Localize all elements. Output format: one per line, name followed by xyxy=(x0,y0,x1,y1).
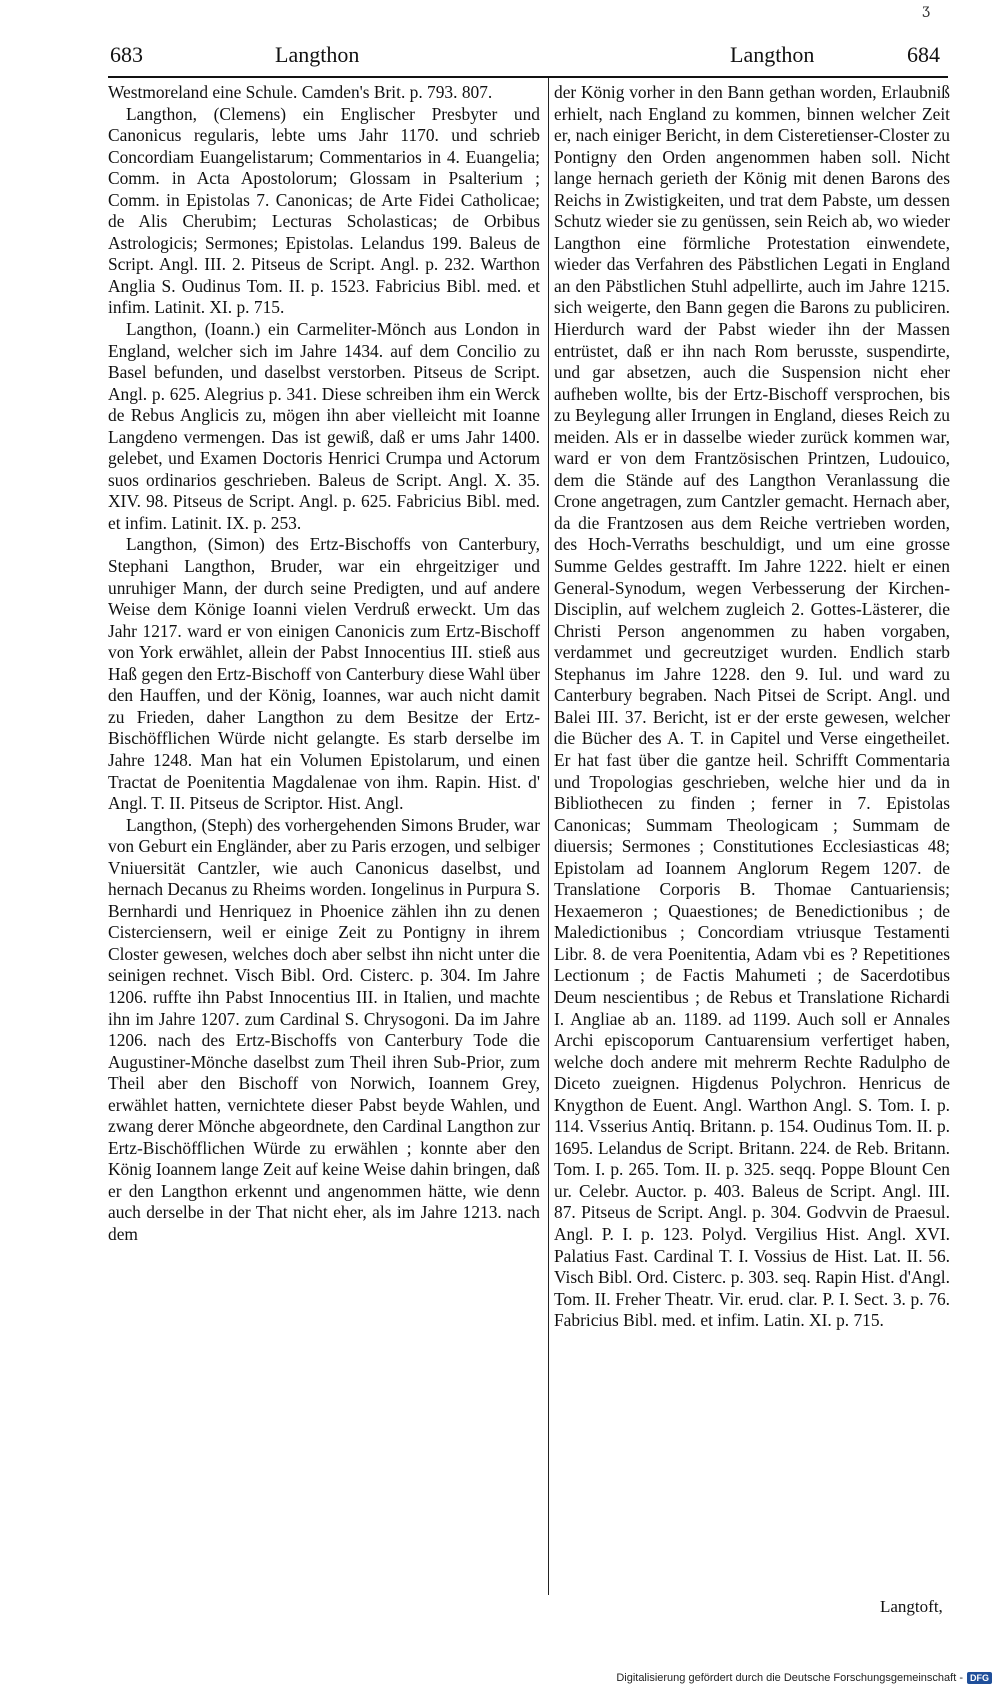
paragraph: Westmoreland eine Schule. Camden's Brit. p. 793. 807. xyxy=(108,82,493,102)
page-number-right: 684 xyxy=(907,42,940,67)
paragraph: Langthon, (Steph) des vorhergehenden Simons Bruder, war von Geburt ein Engländer, aber zu Paris erzogen, und selbiger Vniuersität Cantzler, wie auch Canonicus daselbst, und hernach Decanus zu Rheims worden. Iongelinus in Purpura S. Bernhardi und Henriquez in Phoenice zählen ihn zu denen Cisterciensern, weil er einige Zeit zu Pontigny in ihrem Closter gewesen, welches doch aber selbst ihn nicht unter die seinigen rechnet. Visch Bibl. Ord. Cisterc. p. 304. Im Jahre 1206. ruffte ihn Pabst Innocentius III. in Italien, und machte ihn im Jahre 1207. zum Cardinal S. Chrysogoni. Da im Jahre 1206. nach des Ertz-Bischoffs von Canterbury Tode die Augustiner-Mönche daselbst zum Theil ihren Sub-Prior, zum Theil aber den Bischoff von Norwich, Ioannem Grey, erwählet hatten, vernichtete dieser Pabst beyde Wahlen, und zwang derer Mönche abgeordnete, den Cardinal Langthon zur Ertz-Bischöfflichen Würde zu erwählen ; konnte aber den König Ioannem lange Zeit auf keine Weise dahin bringen, daß er den Langthon erkennt und angenommen hätte, wie denn auch derselbe in der That nicht eher, als im Jahre 1213. nach dem xyxy=(108,814,540,1244)
paragraph: Langthon, (Clemens) ein Englischer Presbyter und Canonicus regularis, lebte ums Jahr 1170. und schrieb Concordiam Euangelistarum; Commentarios in 4. Euangelia; Comm. in Acta Apostolorum; Glossam in Psalterium ; Comm. in Epistolas 7. Canonicas; de Arte Fidei Catholicae; de Alis Cherubim; Lecturas Scholasticas; de Orbibus Astrologicis; Sermones; Epistolas. Lelandus 199. Baleus de Script. Angl. III. 2. Pitseus de Script. Angl. p. 232. Warthon Anglia S. Oudinus Tom. II. p. 1523. Fabricius Bibl. med. et infim. Latinit. XI. p. 715. xyxy=(108,103,540,318)
running-title-left: Langthon xyxy=(275,42,360,67)
running-title-right: Langthon xyxy=(730,42,815,67)
footer xyxy=(616,1672,992,1684)
header-rule xyxy=(108,76,948,78)
paragraph: Langthon, (Simon) des Ertz-Bischoffs von Canterbury, Stephani Langthon, Bruder, war ein ehrgeitziger und unruhiger Mann, der durch seine Predigten, und auf andere Weise dem Könige Ioanni vielen Verdruß erweckt. Um das Jahr 1217. ward er von einigen Canonicis zum Ertz-Bischoff von York erwählet, allein der Pabst Innocentius III. stieß aus Haß gegen den Ertz-Bischoff von Canterbury diese Wahl über den Hauffen, und der König, Ioannes, war auch nicht damit zu Frieden, daher Langthon zu dem Besitze der Ertz-Bischöfflichen Würde nicht gelangte. Es starb derselbe im Jahre 1248. Man hat ein Volumen Epistolarum, und einen Tractat de Poenitentia Magdalenae von ihm. Rapin. Hist. d' Angl. T. II. Pitseus de Scriptor. Hist. Angl. xyxy=(108,534,540,814)
page-header xyxy=(95,42,950,72)
page-number-left: 683 xyxy=(110,42,143,67)
catchword: Langtoft, xyxy=(880,1597,943,1616)
corner-mark: ʒ xyxy=(922,2,930,18)
right-column xyxy=(554,82,950,1332)
footer-text: Digitalisierung gefördert durch die Deutsche Forschungsgemeinschaft - xyxy=(616,1672,963,1684)
paragraph: Langthon, (Ioann.) ein Carmeliter-Mönch aus London in England, welcher sich im Jahre 1434. auf dem Concilio zu Basel befunden, und daselbst verstorben. Pitseus de Script. Angl. p. 625. Alegrius p. 341. Diese schreiben ihm ein Werck de Rebus Anglicis zu, mögen ihn aber vielleicht mit Ioanne Langdeno vermengen. Das ist gewiß, daß er ums Jahr 1400. gelebet, und Examen Doctoris Henrici Crumpa und Actorum suos ordinarios geschrieben. Baleus de Script. Angl. X. 35. XIV. 98. Pitseus de Script. Angl. p. 625. Fabricius Bibl. med. et infim. Latinit. IX. p. 253. xyxy=(108,319,540,533)
left-column xyxy=(108,82,540,1246)
paragraph: der König vorher in den Bann gethan worden, Erlaubniß erhielt, nach England zu kommen, binnen welcher Zeit er, nach einiger Bericht, in dem Cisteretienser-Closter zu Pontigny den Orden angenommen haben soll. Nicht lange hernach gerieth der König mit denen Barons des Reichs in Zwistigkeiten, und trat dem Pabste, um dessen Schutz wieder sie zu genüssen, sein Reich ab, wo wieder Langthon eine förmliche Protestation einwendete, wieder das Verfahren des Päbstlichen Legati in England an den Päbstlichen Stuhl adpellirte, auch im Jahre 1215. sich weigerte, den Bann gegen die Barons zu publiciren. Hierdurch ward der Pabst wieder ihn der Massen entrüstet, daß er ihn nach Rom berusste, suspendirte, und gar absetzen, auch die Suspension nicht eher aufheben wollte, bis der Ertz-Bischoff versprochen, bis zu Beylegung aller Irrungen in England, dieses Reich zu meiden. Als er in dasselbe wieder zurück kommen war, ward er von dem Frantzösischen Printzen, Ludouico, dem die Stände auf des Langthon Veranlassung die Crone angetragen, zum Cantzler gemacht. Hernach aber, da die Frantzosen aus dem Reiche vertrieben worden, des Hoch-Verraths beschuldigt, und um eine grosse Summe Geldes gestrafft. Im Jahre 1222. hielt er einen General-Synodum, wegen Verbesserung der Kirchen-Disciplin, auf welchem zugleich 2. Gottes-Lästerer, die Christi Person angenommen zu haben vorgaben, verdammet und gecreutziget wurden. Endlich starb Stephanus im Jahre 1228. den 9. Iul. und ward zu Canterbury begraben. Nach Pitsei de Script. Angl. und Balei III. 37. Bericht, ist er der erste gewesen, welcher die Bücher des A. T. in Capitel und Verse eingetheilet. Er hat fast über die gantze heil. Schrifft Commentaria und Tropologias geschrieben, welche hier und da in Bibliothecen zu finden ; ferner in 7. Epistolas Canonicas; Summam Theologicam ; Summam de diuersis; Sermones ; Constitutiones Ecclesiasticas 48; Epistolam ad Ioannem Anglorum Regem 1207. de Translatione Corporis B. Thomae Cantuariensis; Hexaemeron ; Quaestiones; de Benedictionibus ; de Maledictionibus ; Concordiam vtriusque Testamenti Libr. 8. de vera Poenitentia, Adam vbi es ? Repetitiones Lectionum ; de Factis Mahumeti ; de Sacerdotibus Deum nescientibus ; de Rebus et Translatione Richardi I. Angliae ab an. 1189. ad 1199. Auch soll er Annales Archi episcoporum Cantuarensium verfertiget haben, welche doch andere mit mehrerm Rechte Radulpho de Diceto zueignen. Higdenus Polychron. Henricus de Knygthon de Euent. Angl. Warthon Angl. S. Tom. I. p. 114. Vsserius Antiq. Britann. p. 154. Oudinus Tom. II. p. 1695. Lelandus de Script. Britann. 224. de Reb. Britann. Tom. I. p. 265. Tom. II. p. 325. seqq. Poppe Blount Cen ur. Celebr. Auctor. p. 403. Baleus de Script. Angl. III. 87. Pitseus de Script. Angl. p. 304. Godvvin de Praesul. Angl. P. I. p. 123. Polyd. Vergilius Hist. Angl. XVI. Palatius Fast. Cardinal T. I. Vossius de Hist. Lat. II. 56. Visch Bibl. Ord. Cisterc. p. 303. seq. Rapin Hist. d'Angl. Tom. II. Freher Theatr. Vir. erud. clar. P. I. Sect. 3. p. 76. Fabricius Bibl. med. et infim. Latin. XI. p. 715. xyxy=(554,82,950,1331)
column-divider xyxy=(548,78,549,1595)
dfg-logo: DFG xyxy=(967,1672,992,1684)
